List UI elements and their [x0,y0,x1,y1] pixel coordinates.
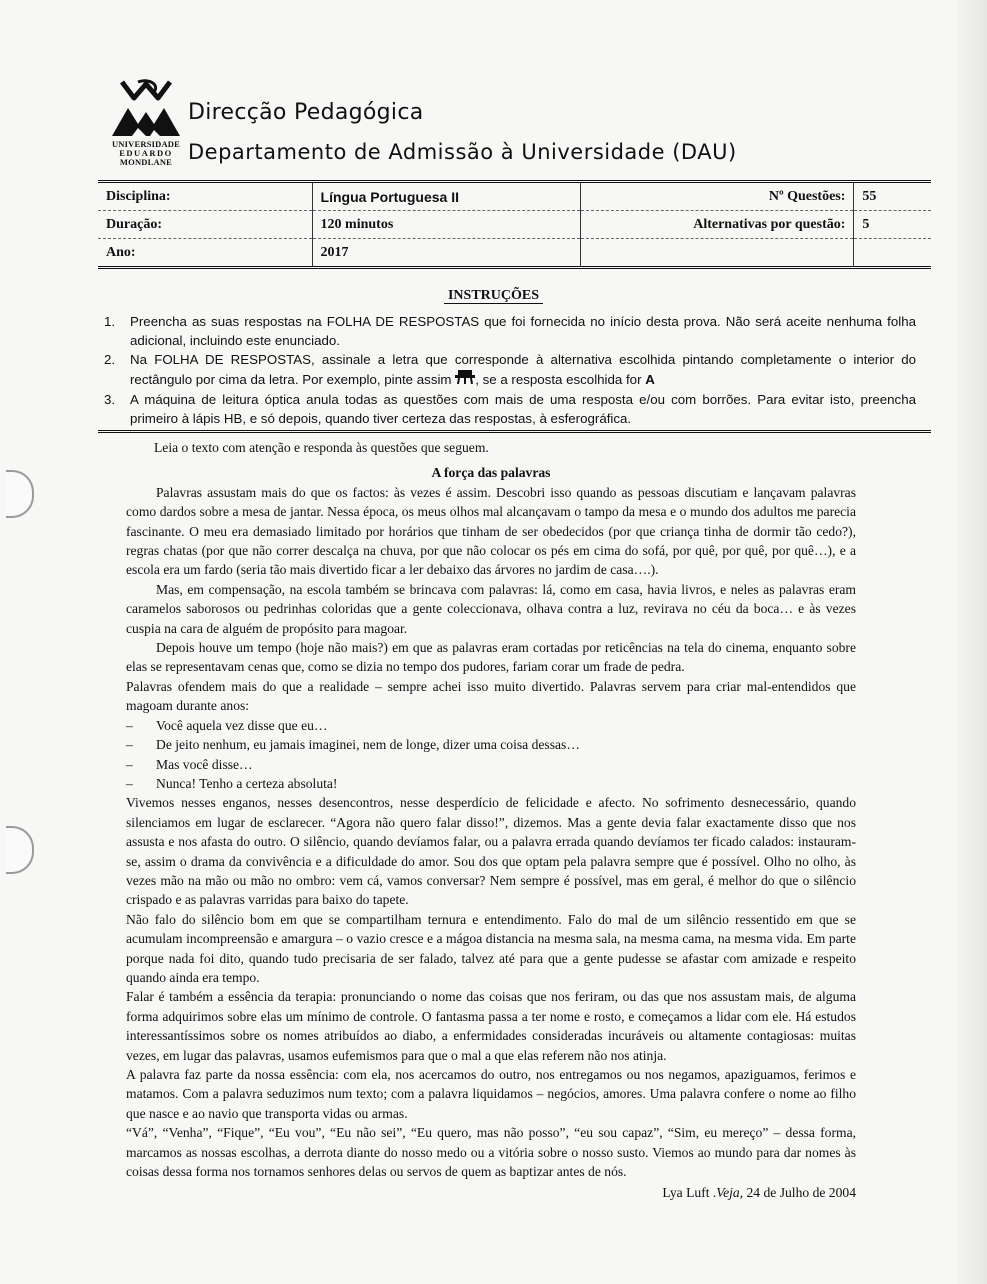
filled-bubble-icon [455,370,475,389]
exam-info-table [98,180,931,269]
instructions-title: INSTRUÇÕES [0,288,987,304]
paragraph: Não falo do silêncio bom em que se compartilham ternura e entendimento. Falo do mal de um silêncio ressentido em que se acumulam incompreensão e amargura – o vazio cresce e a mágoa distancia na mesma sala, na mesma cama, na mesma vida. Em parte porque nada foi dito, quando tudo precisaria de ser falado, talvez até para que a gente pudesse se afastar com amizade e respeito quando ainda era tempo. [126,911,856,985]
punch-hole-icon [6,826,34,874]
instructions-list [104,312,916,428]
logo-text: UNIVERSIDADE EDUARDO MONDLANE [111,139,181,167]
paragraph: Depois houve um tempo (hoje não mais?) em que as palavras eram cortadas por reticências na tela do cinema, enquanto sobre elas se representavam cenas que, como se dizia no tempo dos pudores, fariam corar um frade de pedra. [126,640,856,675]
directorate-title: Direcção Pedagógica [188,100,424,125]
ano-label: Ano: [98,239,312,268]
alternativas-value: 5 [854,211,931,239]
paragraph: Vivemos nesses enganos, nesses desencontros, nesse desperdício de felicidade e afecto. No sofrimento desnecessário, quando silenciamos em lugar de esclarecer. “Agora não quero falar disso!”, dizemos. Mas a gente devia falar exactamente disso que nos assusta e nos afasta do outro. O silêncio, quando devíamos falar, ou a palavra errada quando devíamos ter ficado calados: instauram-se, assim o drama da convivência e a dificuldade do amor. Sou dos que optam pela palavra sempre que é possível. Olho no olho, às vezes mão na mão ou mão no ombro: vem cá, vamos conversar? Nem sempre é possível, mas em geral, é melhor do que o silêncio crispado e as palavras varridas para baixo do tapete. [126,795,856,908]
duracao-value: 120 minutos [312,211,581,239]
dialog-line: – Mas você disse… [126,755,856,774]
punch-hole-icon [6,470,34,518]
disciplina-value: Língua Portuguesa II [312,182,581,211]
instruction-item: 2. Na FOLHA DE RESPOSTAS, assinale a letra que corresponde à alternativa escolhida pintando completamente o interior do rectângulo por cima da letra. Por exemplo, pinte assim , se a resposta escolhida for A [104,350,916,389]
paragraph: Palavras ofendem mais do que a realidade – sempre achei isso muito divertido. Palavras servem para criar mal-entendidos que magoam durante anos: [126,678,856,714]
reading-title: A força das palavras [431,465,551,481]
paragraph: “Vá”, “Venha”, “Fique”, “Eu vou”, “Eu não sei”, “Eu quero, mas não posso”, “eu sou capaz”, “Sim, eu mereço” – dessa forma, marcamos as nossas escolhas, a derrota diante do nosso medo ou a vitória sobre o nosso susto. Viemos ao mundo para dar nomes às coisas dessa forma nos tornamos senhores delas ou servos de quem as baptizar antes de nós. [126,1125,856,1180]
info-row [98,182,931,211]
divider [98,430,931,433]
questoes-label: Nº Questões: [581,182,854,211]
questoes-value: 55 [854,182,931,211]
department-title: Departamento de Admissão à Universidade (DAU) [188,140,737,164]
empty-cell [581,239,854,268]
instruction-item: 1. Preencha as suas respostas na FOLHA DE RESPOSTAS que foi fornecida no início desta prova. Não será aceite nenhuma folha adicional, incluindo este enunciado. [104,314,916,349]
disciplina-label: Disciplina: [98,182,312,211]
dialog-line: – De jeito nenhum, eu jamais imaginei, nem de longe, dizer uma coisa dessas… [126,735,856,754]
paragraph: Palavras assustam mais do que os factos: às vezes é assim. Descobri isso quando as pessoas discutiam e lançavam palavras como dardos sobre a mesa de jantar. Nessa época, os meus olhos mal alcançavam o tampo da mesa e o mundo dos adultos me parecia fascinante. O meu era demasiado limitado por horários que tinham de ser obedecidos (por que criança tinha de dormir tão cedo?), regras chatas (por que não correr descalça na chuva, por que não colocar os pés em cima do sofá, por quê, por quê, por quê…), e a escola era um fardo (seria tão mais divertido ficar a ler debaixo das árvores no jardim de casa….). [126,484,856,578]
ano-value: 2017 [312,239,581,268]
dialog-line: – Você aquela vez disse que eu… [126,716,856,735]
citation: Lya Luft .Veja, 24 de Julho de 2004 [662,1185,856,1201]
info-row [98,239,931,268]
alternativas-label: Alternativas por questão: [581,211,854,239]
dialog-list [126,716,856,794]
reading-intro: Leia o texto com atenção e responda às questões que seguem. [154,440,489,455]
paragraph: Falar é também a essência da terapia: pronunciando o nome das coisas que nos feriram, ou das que nos assustam mais, de alguma forma adquirimos sobre elas um mínimo de controle. O fantasma passa a ter nome e rosto, e começamos a lidar com ele. Há estudos interessantíssimos sobre os nomes atribuídos ao diabo, a enfermidades consideradas incuráveis ou altamente contagiosas: muitas vezes, em lugar das palavras, usamos eufemismos para que o mal a que elas referem não nos atinja. [126,989,856,1063]
paragraph: A palavra faz parte da nossa essência: com ela, nos acercamos do outro, nos entregamos ou nos negamos, apaziguamos, ferimos e matamos. Com a palavra seduzimos num texto; com a palavra liquidamos – negócios, amores. Uma palavra confere o nome ao filho que nasce e ao navio que transporta vidas ou armas. [126,1067,856,1121]
info-row [98,211,931,239]
empty-cell [854,239,931,268]
dialog-line: – Nunca! Tenho a certeza absoluta! [126,774,856,793]
duracao-label: Duração: [98,211,312,239]
page-edge-shadow [957,0,987,1284]
reading-text [126,438,856,1203]
instruction-item: 3. A máquina de leitura óptica anula todas as questões com mais de uma resposta e/ou com borrões. Para evitar isto, preencha primeiro à lápis HB, e só depois, quando tiver certeza das respostas, à esferográfica. [104,391,916,426]
paragraph: Mas, em compensação, na escola também se brincava com palavras: lá, como em casa, havia livros, e neles as palavras eram caramelos saborosos ou pedrinhas coloridas que a gente coleccionava, olhava contra a luz, revirava no céu da boca… e às vezes cuspia na cara de alguém de propósito para magoar. [126,581,856,636]
